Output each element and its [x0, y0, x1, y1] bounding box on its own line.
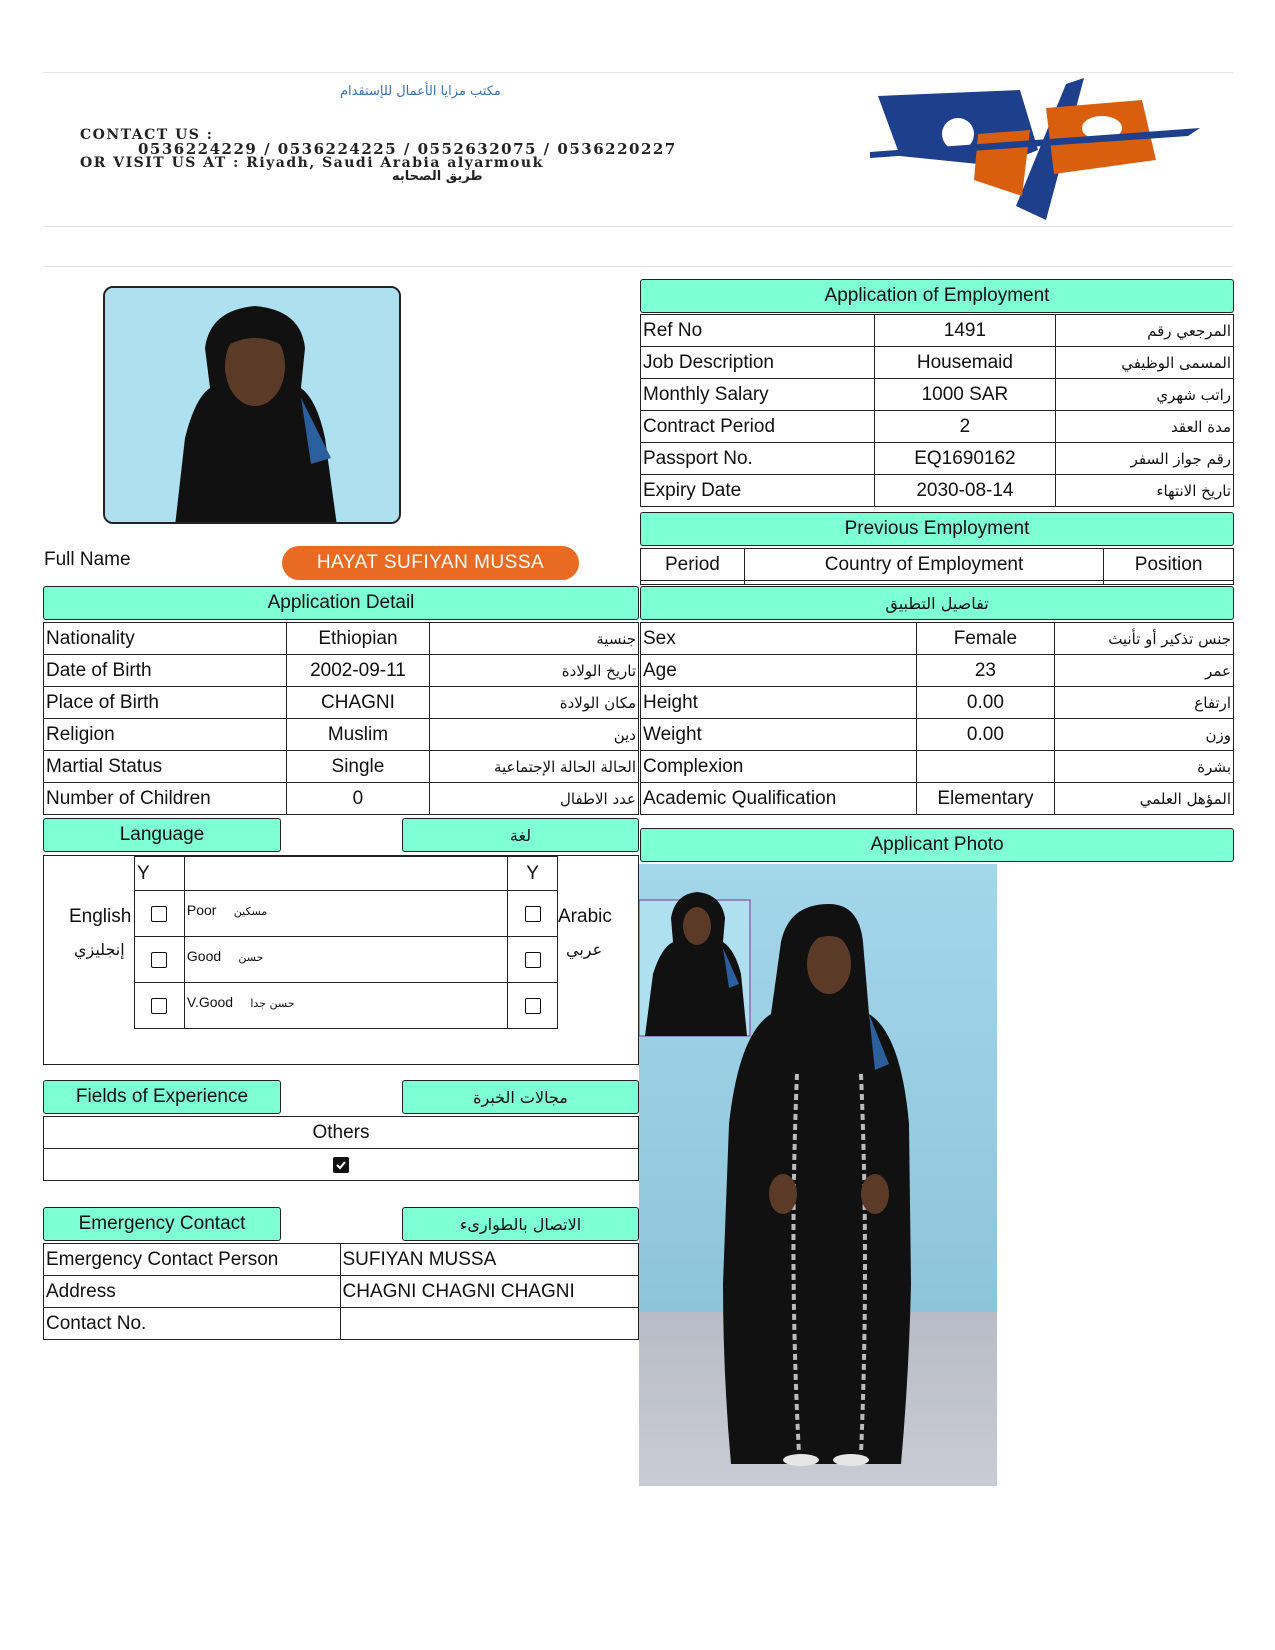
- row-label: Age: [641, 655, 917, 687]
- company-logo: [870, 78, 1220, 220]
- row-value: Ethiopian: [286, 623, 430, 655]
- table-row: [641, 581, 1234, 585]
- row-label-arabic: مدة العقد: [1056, 411, 1234, 443]
- row-label: Passport No.: [641, 443, 875, 475]
- language-title-bar: [43, 818, 281, 852]
- contact-phones: 0536224229 / 0536224225 / 0552632075 / 0536220227: [138, 140, 677, 158]
- full-name-label: Full Name: [44, 549, 131, 570]
- employment-table: [640, 314, 1234, 507]
- row-label-arabic: عدد الاطفال: [430, 783, 639, 815]
- row-label: Sex: [641, 623, 917, 655]
- experience-arabic-title: مجالات الخبرة: [473, 1087, 568, 1107]
- row-value: 2: [874, 411, 1056, 443]
- contact-address: OR VISIT US AT : Riyadh, Saudi Arabia alyarmouk: [80, 155, 544, 171]
- table-row: [44, 719, 639, 751]
- row-label-arabic: جنسية: [430, 623, 639, 655]
- level-label-arabic: حسن: [238, 951, 264, 964]
- row-label: Monthly Salary: [641, 379, 875, 411]
- row-label-arabic: المسمى الوظيفي: [1056, 347, 1234, 379]
- level-label: Poor: [186, 902, 217, 918]
- office-name-arabic: مكتب مزايا الأعمال للإستقدام: [340, 84, 501, 99]
- personal-details-table: [640, 622, 1234, 815]
- application-detail-title-bar: [43, 586, 639, 620]
- table-row: [641, 347, 1234, 379]
- checkmark-icon: [334, 1158, 348, 1172]
- level-label-arabic: حسن جدا: [250, 997, 295, 1010]
- arabic-vgood-checkbox[interactable]: [525, 998, 541, 1014]
- col-header-period: Period: [641, 549, 745, 581]
- application-detail-title: Application Detail: [267, 592, 415, 613]
- previous-employment-table: [640, 548, 1234, 585]
- experience-table: [43, 1116, 639, 1181]
- arabic-y-header: Y: [508, 857, 558, 891]
- employment-title: Application of Employment: [824, 285, 1050, 306]
- row-label-arabic: المرجعي رقم: [1056, 315, 1234, 347]
- header-bottom-rule: [43, 226, 1233, 227]
- row-value: Housemaid: [874, 347, 1056, 379]
- table-row: [641, 687, 1234, 719]
- row-label: Contract Period: [641, 411, 875, 443]
- portrait-photo: [103, 286, 401, 524]
- previous-employment-title: Previous Employment: [844, 518, 1030, 539]
- arabic-arabic-label: عربي: [566, 940, 603, 959]
- contact-street-arabic: طريق الصحابه: [392, 169, 483, 184]
- table-row: [135, 983, 558, 1029]
- row-label: Date of Birth: [44, 655, 287, 687]
- arabic-label: Arabic: [558, 906, 612, 927]
- row-label: Complexion: [641, 751, 917, 783]
- emergency-table: [43, 1243, 639, 1340]
- table-row: [641, 379, 1234, 411]
- experience-arabic-title-bar: [402, 1080, 639, 1114]
- row-label: Address: [44, 1276, 341, 1308]
- language-level-table: [134, 856, 558, 1029]
- table-header-row: [135, 857, 558, 891]
- row-value: 1491: [874, 315, 1056, 347]
- contact-line-1: CONTACT US :: [80, 127, 214, 143]
- row-value: 0.00: [916, 687, 1055, 719]
- row-value: Elementary: [916, 783, 1055, 815]
- arabic-poor-checkbox[interactable]: [525, 906, 541, 922]
- table-row: [641, 783, 1234, 815]
- row-value: 1000 SAR: [874, 379, 1056, 411]
- row-label: Weight: [641, 719, 917, 751]
- application-detail-table: [43, 622, 639, 815]
- english-good-checkbox[interactable]: [151, 952, 167, 968]
- level-label: V.Good: [186, 994, 234, 1010]
- english-vgood-checkbox[interactable]: [151, 998, 167, 1014]
- col-header-country: Country of Employment: [744, 549, 1103, 581]
- col-header-position: Position: [1104, 549, 1234, 581]
- experience-others-checkbox[interactable]: [333, 1157, 349, 1173]
- table-header-row: [641, 549, 1234, 581]
- row-label: Job Description: [641, 347, 875, 379]
- experience-title-bar: [43, 1080, 281, 1114]
- row-label-arabic: راتب شهري: [1056, 379, 1234, 411]
- row-label: Academic Qualification: [641, 783, 917, 815]
- section-rule: [43, 266, 1233, 267]
- experience-field: Others: [44, 1117, 639, 1149]
- table-row: [44, 687, 639, 719]
- table-row: [44, 783, 639, 815]
- row-label-arabic: جنس تذكير أو تأنيث: [1055, 623, 1234, 655]
- table-row: [135, 937, 558, 983]
- table-row: [44, 655, 639, 687]
- level-label: Good: [186, 948, 222, 964]
- experience-title: Fields of Experience: [75, 1086, 249, 1107]
- application-detail-arabic-title: تفاصيل التطبيق: [885, 593, 989, 613]
- row-label: Emergency Contact Person: [44, 1244, 341, 1276]
- row-label-arabic: وزن: [1055, 719, 1234, 751]
- row-value: CHAGNI: [286, 687, 430, 719]
- emergency-arabic-title-bar: [402, 1207, 639, 1241]
- english-arabic-label: إنجليزي: [74, 940, 125, 959]
- table-row: [641, 655, 1234, 687]
- english-label: English: [69, 906, 132, 927]
- row-value: Single: [286, 751, 430, 783]
- row-label-arabic: دين: [430, 719, 639, 751]
- row-label: Height: [641, 687, 917, 719]
- row-value: [340, 1308, 639, 1340]
- row-value: SUFIYAN MUSSA: [340, 1244, 639, 1276]
- level-label-arabic: مسكين: [233, 905, 268, 918]
- applicant-photo-title-bar: [640, 828, 1234, 862]
- table-row: [641, 751, 1234, 783]
- table-row: [44, 1244, 639, 1276]
- applicant-full-photo: [639, 864, 997, 1486]
- table-row: [641, 411, 1234, 443]
- table-row: [641, 315, 1234, 347]
- english-poor-checkbox[interactable]: [151, 906, 167, 922]
- row-label: Ref No: [641, 315, 875, 347]
- employment-title-bar: [640, 279, 1234, 313]
- row-label: Martial Status: [44, 751, 287, 783]
- row-label-arabic: تاريخ الانتهاء: [1056, 475, 1234, 507]
- row-label: Religion: [44, 719, 287, 751]
- row-label: Contact No.: [44, 1308, 341, 1340]
- row-label-arabic: رقم جواز السفر: [1056, 443, 1234, 475]
- language-title: Language: [119, 824, 205, 845]
- row-value: 23: [916, 655, 1055, 687]
- language-arabic-title-bar: [402, 818, 639, 852]
- applicant-photo-title: Applicant Photo: [870, 834, 1004, 855]
- arabic-good-checkbox[interactable]: [525, 952, 541, 968]
- row-value: EQ1690162: [874, 443, 1056, 475]
- table-row: [641, 719, 1234, 751]
- row-value: 0.00: [916, 719, 1055, 751]
- row-label: Nationality: [44, 623, 287, 655]
- english-y-header: Y: [135, 857, 185, 891]
- row-value: 0: [286, 783, 430, 815]
- table-row: [44, 1308, 639, 1340]
- row-label-arabic: مكان الولادة: [430, 687, 639, 719]
- row-label-arabic: الحالة الحالة الإجتماعية: [430, 751, 639, 783]
- previous-employment-title-bar: [640, 512, 1234, 546]
- emergency-arabic-title: الاتصال بالطوارىء: [459, 1214, 582, 1234]
- row-label-arabic: ارتفاع: [1055, 687, 1234, 719]
- row-value: Female: [916, 623, 1055, 655]
- table-row: [44, 1117, 639, 1149]
- emergency-title-bar: [43, 1207, 281, 1241]
- table-row: [44, 1149, 639, 1181]
- emergency-title: Emergency Contact: [78, 1213, 246, 1234]
- application-detail-arabic-title-bar: [640, 586, 1234, 620]
- row-label-arabic: عمر: [1055, 655, 1234, 687]
- row-label-arabic: المؤهل العلمي: [1055, 783, 1234, 815]
- row-value: CHAGNI CHAGNI CHAGNI: [340, 1276, 639, 1308]
- row-label-arabic: بشرة: [1055, 751, 1234, 783]
- table-row: [641, 623, 1234, 655]
- row-value: 2002-09-11: [286, 655, 430, 687]
- row-label: Number of Children: [44, 783, 287, 815]
- row-value: 2030-08-14: [874, 475, 1056, 507]
- table-row: [44, 751, 639, 783]
- row-label: Place of Birth: [44, 687, 287, 719]
- full-name-value: HAYAT SUFIYAN MUSSA: [282, 546, 579, 580]
- table-row: [135, 891, 558, 937]
- header-top-rule: [43, 72, 1233, 73]
- contact-block: [80, 128, 677, 184]
- language-arabic-title: لغة: [509, 825, 532, 845]
- row-label: Expiry Date: [641, 475, 875, 507]
- row-label-arabic: تاريخ الولادة: [430, 655, 639, 687]
- row-value: Muslim: [286, 719, 430, 751]
- table-row: [44, 1276, 639, 1308]
- table-row: [641, 443, 1234, 475]
- table-row: [44, 623, 639, 655]
- table-row: [641, 475, 1234, 507]
- row-value: [916, 751, 1055, 783]
